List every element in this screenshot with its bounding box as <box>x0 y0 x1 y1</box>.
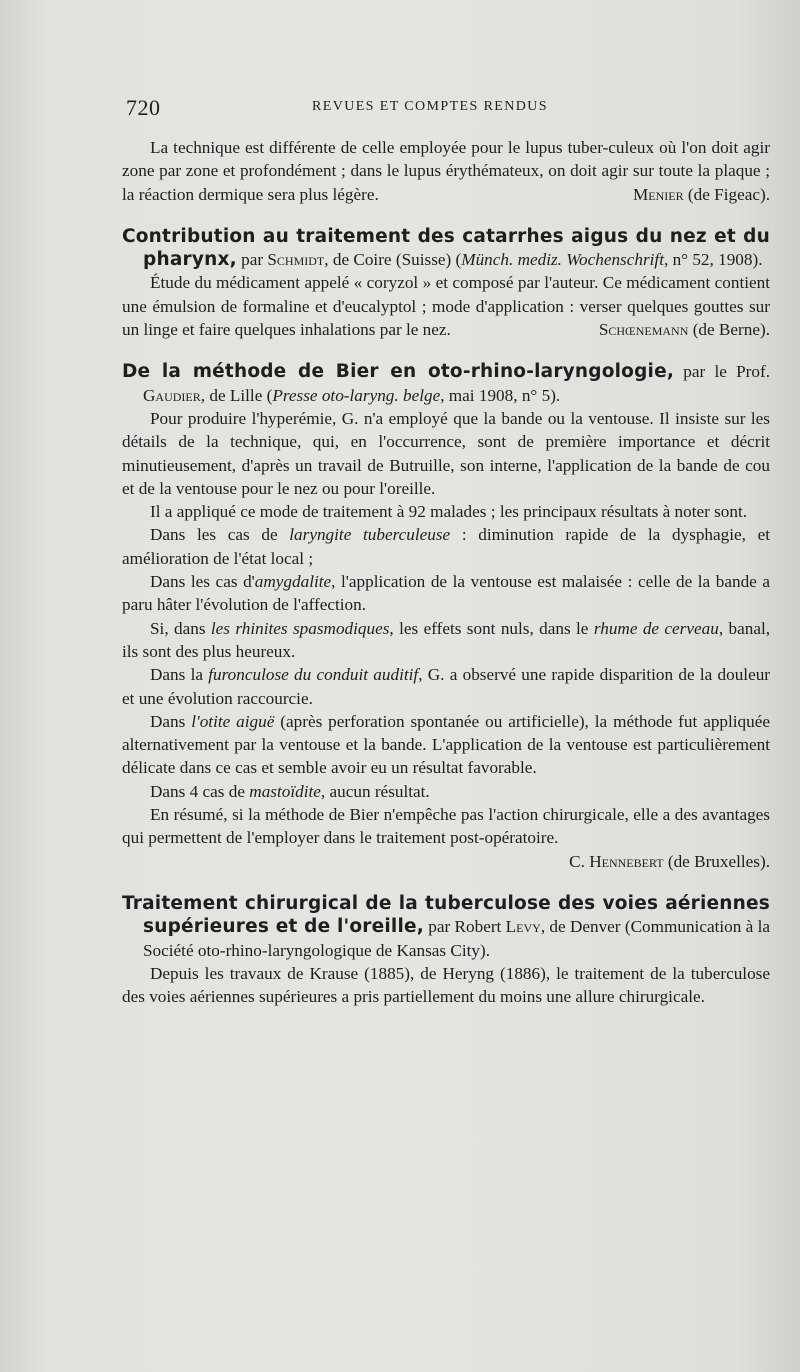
text-run: Dans les cas d' <box>150 572 255 592</box>
review-paragraph <box>122 617 770 664</box>
article-title: Traitement chirurgical de la tuberculose des voies aériennes supérieures et de l'oreille, <box>122 892 770 938</box>
review-paragraph <box>122 710 770 780</box>
page-number: 720 <box>126 95 161 120</box>
reviewer-signature <box>571 318 770 341</box>
citation-author: Schmidt <box>267 250 325 270</box>
running-title: REVUES ET COMPTES RENDUS <box>312 99 548 114</box>
text-run: Si, dans <box>150 618 206 638</box>
reviewer-initial: C. <box>569 851 585 871</box>
text-run: , les effets sont nuls, dans le <box>389 618 589 638</box>
paragraph-text: En résumé, si la méthode de Bier n'empêche pas l'action chirurgicale, elle a des avantages qui permettent de l'employer dans le traitement post-opératoire. <box>122 805 770 848</box>
article-title: Contribution au traitement des catarrhes aigus du nez et du pharynx, <box>122 225 770 271</box>
text-run: Dans <box>150 711 186 731</box>
review-paragraph <box>122 780 770 803</box>
review-paragraph <box>122 803 770 873</box>
text-run: , l'application de la ventouse est malaisée : celle de la bande a paru hâter l'évolution de l'affection. <box>122 572 770 615</box>
citation-place: , de Lille ( <box>200 385 273 405</box>
text-run: : diminution rapide de la dysphagie, et amélioration de l'état local ; <box>122 525 771 568</box>
review-paragraph <box>122 663 770 710</box>
review-paragraph <box>122 570 770 617</box>
citation-par: par le Prof. <box>683 362 771 382</box>
text-run: Dans la <box>150 665 203 685</box>
italic-term: rhume de cerveau <box>593 618 719 638</box>
article-citation <box>122 225 770 272</box>
review-paragraph <box>122 136 770 206</box>
review-paragraph: Il a appliqué ce mode de traitement à 92 malades ; les principaux résultats à noter sont. <box>150 502 748 522</box>
review-paragraph <box>122 271 770 341</box>
italic-term: mastoïdite <box>249 781 321 801</box>
italic-term: amygdalite <box>254 572 332 592</box>
text-run: (après perforation spontanée ou artificielle), la méthode fut appliquée alternativement par la ventouse et la bande. L'application de la ventouse est particulièrement délicate dans ce cas et semble avoir eu un résultat favorable. <box>122 711 770 778</box>
running-header <box>126 95 786 121</box>
text-run: Dans les cas de <box>150 525 278 545</box>
review-paragraph: Depuis les travaux de Krause (1885), de Heryng (1886), le traitement de la tuberculose des voies aériennes supérieures a pris partiellement du moins une allure chirurgicale. <box>122 963 770 1007</box>
reviewer-place: (de Berne). <box>692 320 770 340</box>
citation-author: Levy <box>505 917 541 937</box>
citation-par: par Robert <box>428 917 502 937</box>
paragraph-text: Étude du médicament appelé « coryzol » et composé par l'auteur. Ce médicament contient une émulsion de formaline et d'eucalyptol ; mode d'application : verser quelques gouttes sur un linge et faire quelques inhalations par le nez. <box>122 273 770 340</box>
article-citation <box>122 892 770 962</box>
italic-term: l'otite aiguë <box>191 711 275 731</box>
reviewer-place: (de Figeac). <box>687 184 770 204</box>
article-title: De la méthode de Bier en oto-rhino-laryngologie, <box>122 361 675 383</box>
citation-place: , de Coire (Suisse) ( <box>324 250 462 270</box>
italic-term: furonculose du conduit auditif <box>208 665 419 685</box>
citation-author: Gaudier <box>143 385 201 405</box>
reviewer-signature <box>605 183 770 206</box>
page-body <box>122 136 770 1008</box>
citation-journal: Münch. mediz. Wochenschrift <box>461 250 664 270</box>
citation-journal: Presse oto-laryng. belge <box>272 385 441 405</box>
italic-term: laryngite tuberculeuse <box>289 525 451 545</box>
text-run: , aucun résultat. <box>320 781 430 801</box>
reviewer-name: Menier <box>633 184 684 204</box>
citation-par: par <box>241 250 264 270</box>
reviewer-name: Schœnemann <box>598 320 689 340</box>
text-run: , banal, ils sont des plus heureux. <box>122 618 771 661</box>
citation-place: , de Denver (Communication à la Société oto-rhino-laryngologique de Kansas City). <box>143 917 770 960</box>
reviewer-name: Hennebert <box>589 851 664 871</box>
text-run: Dans 4 cas de <box>150 781 245 801</box>
paragraph-text: La technique est différente de celle employée pour le lupus tuber-culeux où l'on doit agir zone par zone et profondément ; dans le lupus érythémateux, on doit agir sur toute la plaque ; la réaction dermique sera plus légère. <box>122 138 770 204</box>
citation-issue: , mai 1908, n° 5). <box>440 385 561 405</box>
citation-issue: , n° 52, 1908). <box>663 250 763 270</box>
review-paragraph <box>122 523 770 570</box>
article-citation <box>122 360 770 407</box>
reviewer-place: (de Bruxelles). <box>667 851 770 871</box>
text-run: , G. a observé une rapide disparition de la douleur et une évolution raccourcie. <box>122 665 771 708</box>
reviewer-signature <box>541 850 770 873</box>
review-paragraph: Pour produire l'hyperémie, G. n'a employé que la bande ou la ventouse. Il insiste sur les détails de la technique, qui, en l'occurrence, sont de première importance et décrit minutieusement, d'après un travail de Butruille, son interne, l'application de la bande de cou et de la ventouse pour le nez ou pour l'oreille. <box>122 408 770 498</box>
italic-term: les rhinites spasmodiques <box>210 618 390 638</box>
